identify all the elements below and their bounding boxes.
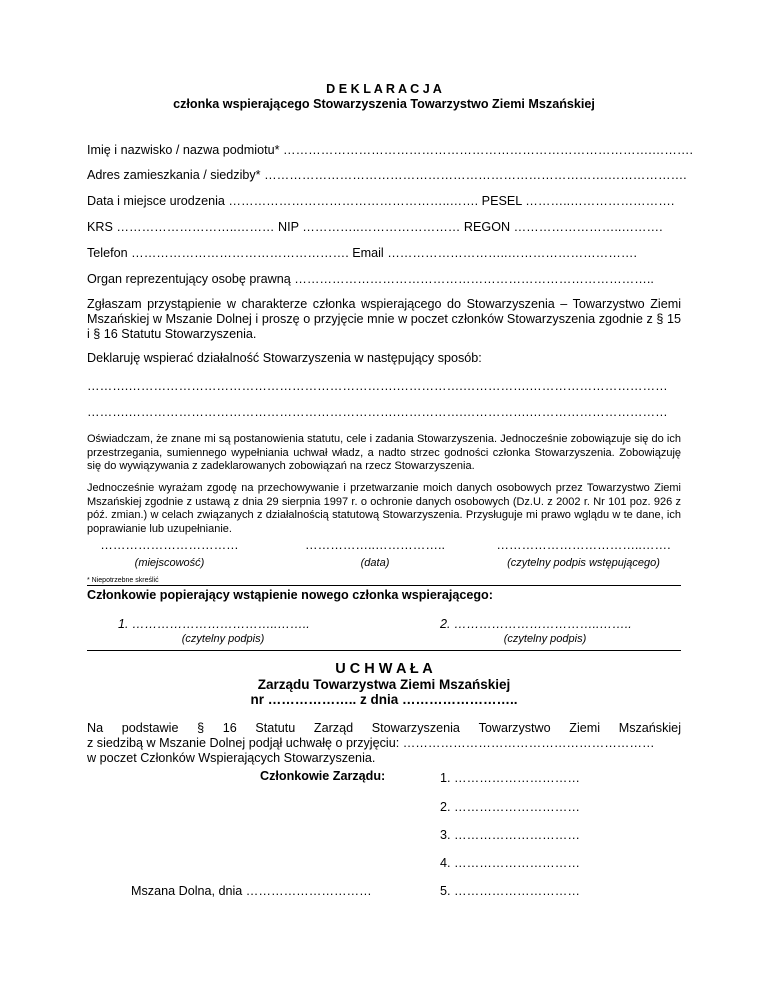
resolution-body-line-2[interactable]: z siedzibą w Mszanie Dolnej podjął uchwałę o przyjęciu: …………………………………………………… <box>87 736 655 750</box>
resolution-word: 16 <box>222 721 237 735</box>
resolution-word: Zarząd <box>313 721 354 735</box>
resolution-word: Mszańskiej <box>618 721 681 735</box>
supporter-2-line[interactable]: 2. ……………………………..…….. <box>440 617 632 631</box>
supporter-1-line[interactable]: 1. ……………………………..…….. <box>118 617 310 631</box>
resolution-word: Towarzystwo <box>478 721 551 735</box>
board-member-3[interactable]: 3. ………………………… <box>440 828 580 842</box>
address-field[interactable]: Adres zamieszkania / siedziby* ……………………………………………………………………….………………. <box>87 168 687 182</box>
resolution-word: Na <box>87 721 104 735</box>
name-field[interactable]: Imię i nazwisko / nazwa podmiotu* …………………………………………………………………………….………. <box>87 143 693 157</box>
krs-nip-regon-field[interactable]: KRS ………………………..……… NIP …………..…………………… REGON ……………………..………. <box>87 220 663 234</box>
board-member-4[interactable]: 4. ………………………… <box>440 856 580 870</box>
support-line-1[interactable]: ……….……………………………………………………….…………….…………….…………………………… <box>87 379 668 393</box>
birth-pesel-field[interactable]: Data i miejsce urodzenia ……………………………………………..……. PESEL ………..……………………. <box>87 194 675 208</box>
support-intro: Deklaruję wspierać działalność Stowarzyszenia w następujący sposób: <box>87 351 482 365</box>
date-signature-label: (data) <box>360 557 390 569</box>
board-member-5[interactable]: 5. ………………………… <box>440 884 580 898</box>
declaration-title: D E K L A R A C J A <box>326 82 442 96</box>
supporters-heading: Członkowie popierający wstąpienie nowego członka wspierającego: <box>87 588 493 602</box>
resolution-word: Ziemi <box>569 721 601 735</box>
supporter-2-label: (czytelny podpis) <box>503 633 587 645</box>
resolution-subtitle: Zarządu Towarzystwa Ziemi Mszańskiej <box>257 677 511 692</box>
footnote: * Niepotrzebne skreślić <box>87 577 159 584</box>
applicant-signature-label: (czytelny podpis wstępującego) <box>507 557 660 569</box>
resolution-number[interactable]: nr ……………….. z dnia …………………….. <box>250 692 518 707</box>
board-member-1[interactable]: 1. ………………………… <box>440 771 580 785</box>
declaration-subtitle: członka wspierającego Stowarzyszenia Towarzystwo Ziemi Mszańskiej <box>173 97 595 111</box>
resolution-body-line-3: w poczet Członków Wspierających Stowarzyszenia. <box>87 751 376 765</box>
date-signature-line[interactable]: ……………..…………….. <box>305 538 445 552</box>
place-date-line[interactable]: Mszana Dolna, dnia ………………………… <box>131 884 372 898</box>
resolution-word: § <box>197 721 205 735</box>
resolution-word: Statutu <box>255 721 296 735</box>
phone-email-field[interactable]: Telefon ……………………………………………. Email ………………………..…………………………. <box>87 246 637 260</box>
resolution-body-line-1 <box>87 721 681 735</box>
representative-field[interactable]: Organ reprezentujący osobę prawną ………………………………………………………………………….. <box>87 272 654 286</box>
place-signature-label: (miejscowość) <box>134 557 205 569</box>
supporter-1-label: (czytelny podpis) <box>181 633 265 645</box>
section-divider <box>87 585 681 586</box>
place-signature-line[interactable]: …………………………… <box>100 538 239 552</box>
application-paragraph: Zgłaszam przystąpienie w charakterze członka wspierającego do Stowarzyszenia – Towarzystwo Ziemi Mszańskiej w Mszanie Dolnej i proszę o przyjęcie mnie w poczet członków Stowarzyszenia zgodnie z § 15 i § 16 Statutu Stowarzyszenia. <box>87 297 681 341</box>
board-member-2[interactable]: 2. ………………………… <box>440 800 580 814</box>
consent-paragraph: Jednocześnie wyrażam zgodę na przechowywanie i przetwarzanie moich danych osobowych przez Towarzystwo Ziemi Mszańskiej zgodnie z ustawą z dnia 29 sierpnia 1997 r. o ochronie danych osobowych (Dz.U. z 2002 r. Nr 101 poz. 926 z póź. zmian.) w celach związanych z działalnością statutową Stowarzyszenia. Przysługuje mi prawo wglądu w te dane, ich poprawianie lub uzupełnianie. <box>87 482 681 535</box>
resolution-divider <box>87 650 681 651</box>
board-label: Członkowie Zarządu: <box>260 769 386 783</box>
support-line-2[interactable]: ……….……………………………………………………….…………….…………….…………………………… <box>87 405 668 419</box>
resolution-title: U C H W A Ł A <box>335 661 433 677</box>
resolution-word: Stowarzyszenia <box>371 721 460 735</box>
statement-paragraph: Oświadczam, że znane mi są postanowienia statutu, cele i zadania Stowarzyszenia. Jednocześnie zobowiązuje się do ich przestrzegania, sumiennego wypełniania uchwał władz, a nadto strzec godności członka Stowarzyszenia. Zobowiązuję się do wywiązywania z zadeklarowanych zobowiązań na rzecz Stowarzyszenia. <box>87 433 681 472</box>
applicant-signature-line[interactable]: ……………………………..……. <box>496 538 671 552</box>
resolution-word: podstawie <box>121 721 179 735</box>
